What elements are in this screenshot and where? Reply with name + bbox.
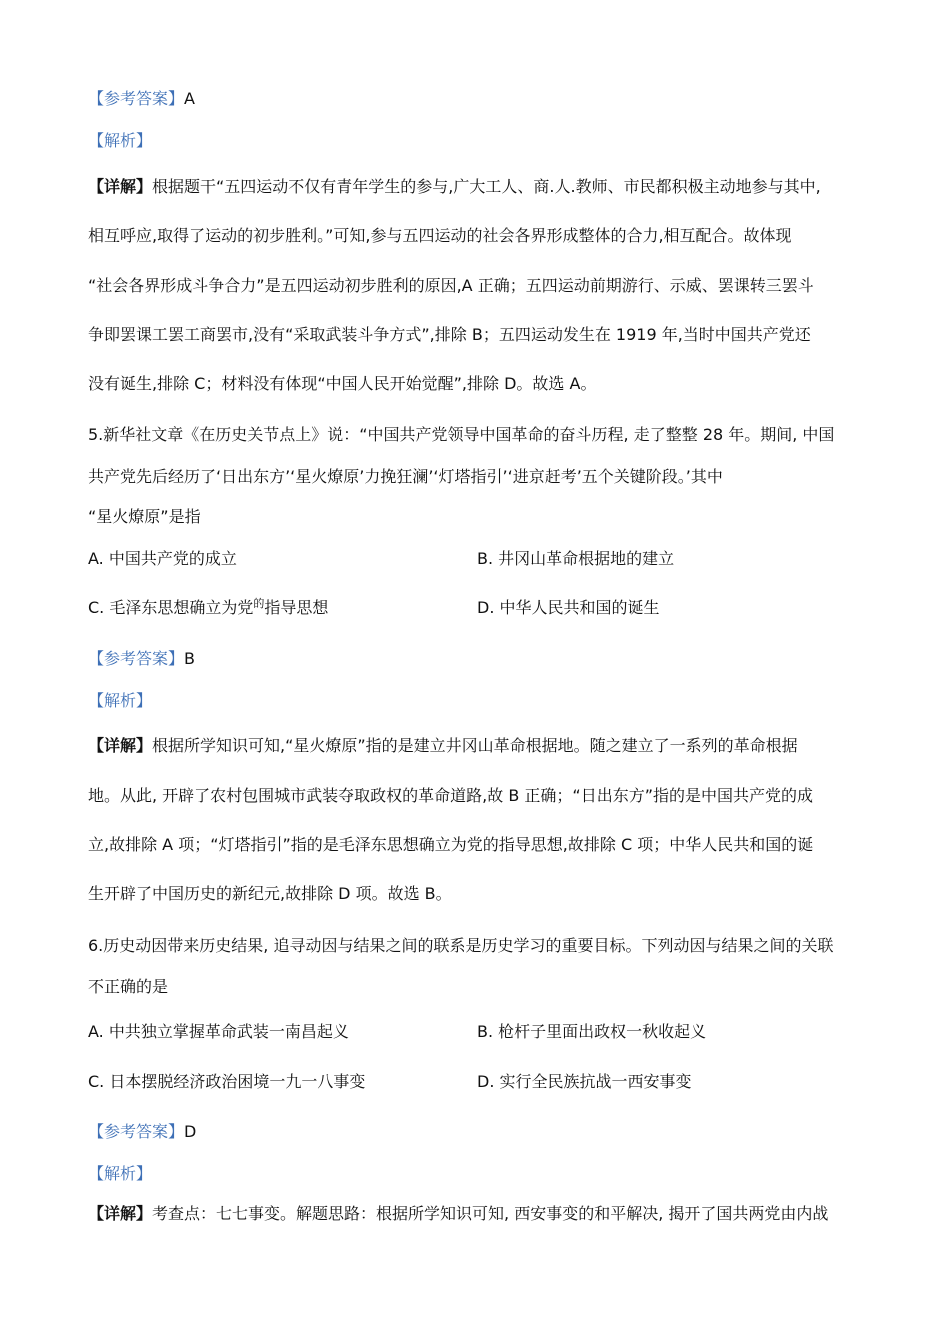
option-c-text: C. 毛泽东思想确立为党 bbox=[88, 598, 254, 617]
analysis-tag: 【解析】 bbox=[88, 691, 153, 710]
detail-tag: 【详解】 bbox=[88, 177, 153, 196]
detail-line bbox=[88, 735, 798, 757]
option-c: C. 日本摆脱经济政治困境一九一八事变 bbox=[88, 1072, 366, 1091]
detail-line: 争即罢课工罢工商罢市,没有“采取武装斗争方式”,排除 B；五四运动发生在 1919 年,当时中国共产党还 bbox=[88, 325, 811, 344]
option-d: D. 中华人民共和国的诞生 bbox=[477, 598, 660, 617]
option-b: B. 枪杆子里面出政权一秋收起义 bbox=[477, 1022, 707, 1041]
answer-value: D bbox=[184, 1122, 197, 1141]
option-c-text-end: 指导思想 bbox=[264, 598, 329, 617]
answer-value: B bbox=[184, 649, 195, 668]
question-stem-line: 6.历史动因带来历史结果, 追寻动因与结果之间的联系是历史学习的重要目标。下列动因与结果之间的关联 bbox=[88, 936, 834, 955]
detail-text: 考查点：七七事变。解题思路：根据所学知识可知, 西安事变的和平解决, 揭开了国共两党由内战 bbox=[152, 1204, 829, 1223]
analysis-tag: 【解析】 bbox=[88, 1164, 153, 1183]
answer-line bbox=[88, 88, 195, 110]
answer-tag: 【参考答案】 bbox=[88, 89, 185, 108]
option-c-superscript: 的 bbox=[253, 597, 265, 610]
answer-line bbox=[88, 1121, 196, 1143]
analysis-tag: 【解析】 bbox=[88, 131, 153, 150]
detail-line bbox=[88, 1203, 828, 1225]
detail-line: 地。从此, 开辟了农村包围城市武装夺取政权的革命道路,故 B 正确；“日出东方”指的是中国共产党的成 bbox=[88, 786, 813, 805]
option-c bbox=[88, 597, 328, 621]
question-stem-line: 不正确的是 bbox=[88, 977, 169, 996]
detail-text: 根据所学知识可知,“星火燎原”指的是建立井冈山革命根据地。随之建立了一系列的革命根据 bbox=[152, 736, 798, 755]
detail-line: 生开辟了中国历史的新纪元,故排除 D 项。故选 B。 bbox=[88, 884, 452, 903]
detail-line: 相互呼应,取得了运动的初步胜利。”可知,参与五四运动的社会各界形成整体的合力,相互配合。故体现 bbox=[88, 226, 792, 245]
detail-line: 立,故排除 A 项；“灯塔指引”指的是毛泽东思想确立为党的指导思想,故排除 C 项；中华人民共和国的诞 bbox=[88, 835, 814, 854]
option-a: A. 中共独立掌握革命武装一南昌起义 bbox=[88, 1022, 349, 1041]
detail-tag: 【详解】 bbox=[88, 736, 153, 755]
question-stem-line: “星火燎原”是指 bbox=[88, 507, 201, 526]
answer-tag: 【参考答案】 bbox=[88, 1122, 185, 1141]
answer-tag: 【参考答案】 bbox=[88, 649, 185, 668]
detail-line bbox=[88, 176, 821, 198]
answer-line bbox=[88, 648, 195, 670]
option-b: B. 井冈山革命根据地的建立 bbox=[477, 549, 675, 568]
detail-line: 没有诞生,排除 C；材料没有体现“中国人民开始觉醒”,排除 D。故选 A。 bbox=[88, 374, 597, 393]
option-a: A. 中国共产党的成立 bbox=[88, 549, 237, 568]
question-stem-line: 共产党先后经历了‘日出东方’‘星火燎原’力挽狂澜’‘灯塔指引’‘进京赶考’五个关键阶段。’其中 bbox=[88, 467, 723, 486]
answer-value: A bbox=[184, 89, 195, 108]
detail-text: 根据题干“五四运动不仅有青年学生的参与,广大工人、商.人.教师、市民都积极主动地参与其中, bbox=[152, 177, 821, 196]
question-stem-line: 5.新华社文章《在历史关节点上》说：“中国共产党领导中国革命的奋斗历程, 走了整整 28 年。期间, 中国 bbox=[88, 425, 835, 444]
detail-line: “社会各界形成斗争合力”是五四运动初步胜利的原因,A 正确；五四运动前期游行、示威、罢课转三罢斗 bbox=[88, 276, 814, 295]
option-d: D. 实行全民族抗战一西安事变 bbox=[477, 1072, 692, 1091]
detail-tag: 【详解】 bbox=[88, 1204, 153, 1223]
